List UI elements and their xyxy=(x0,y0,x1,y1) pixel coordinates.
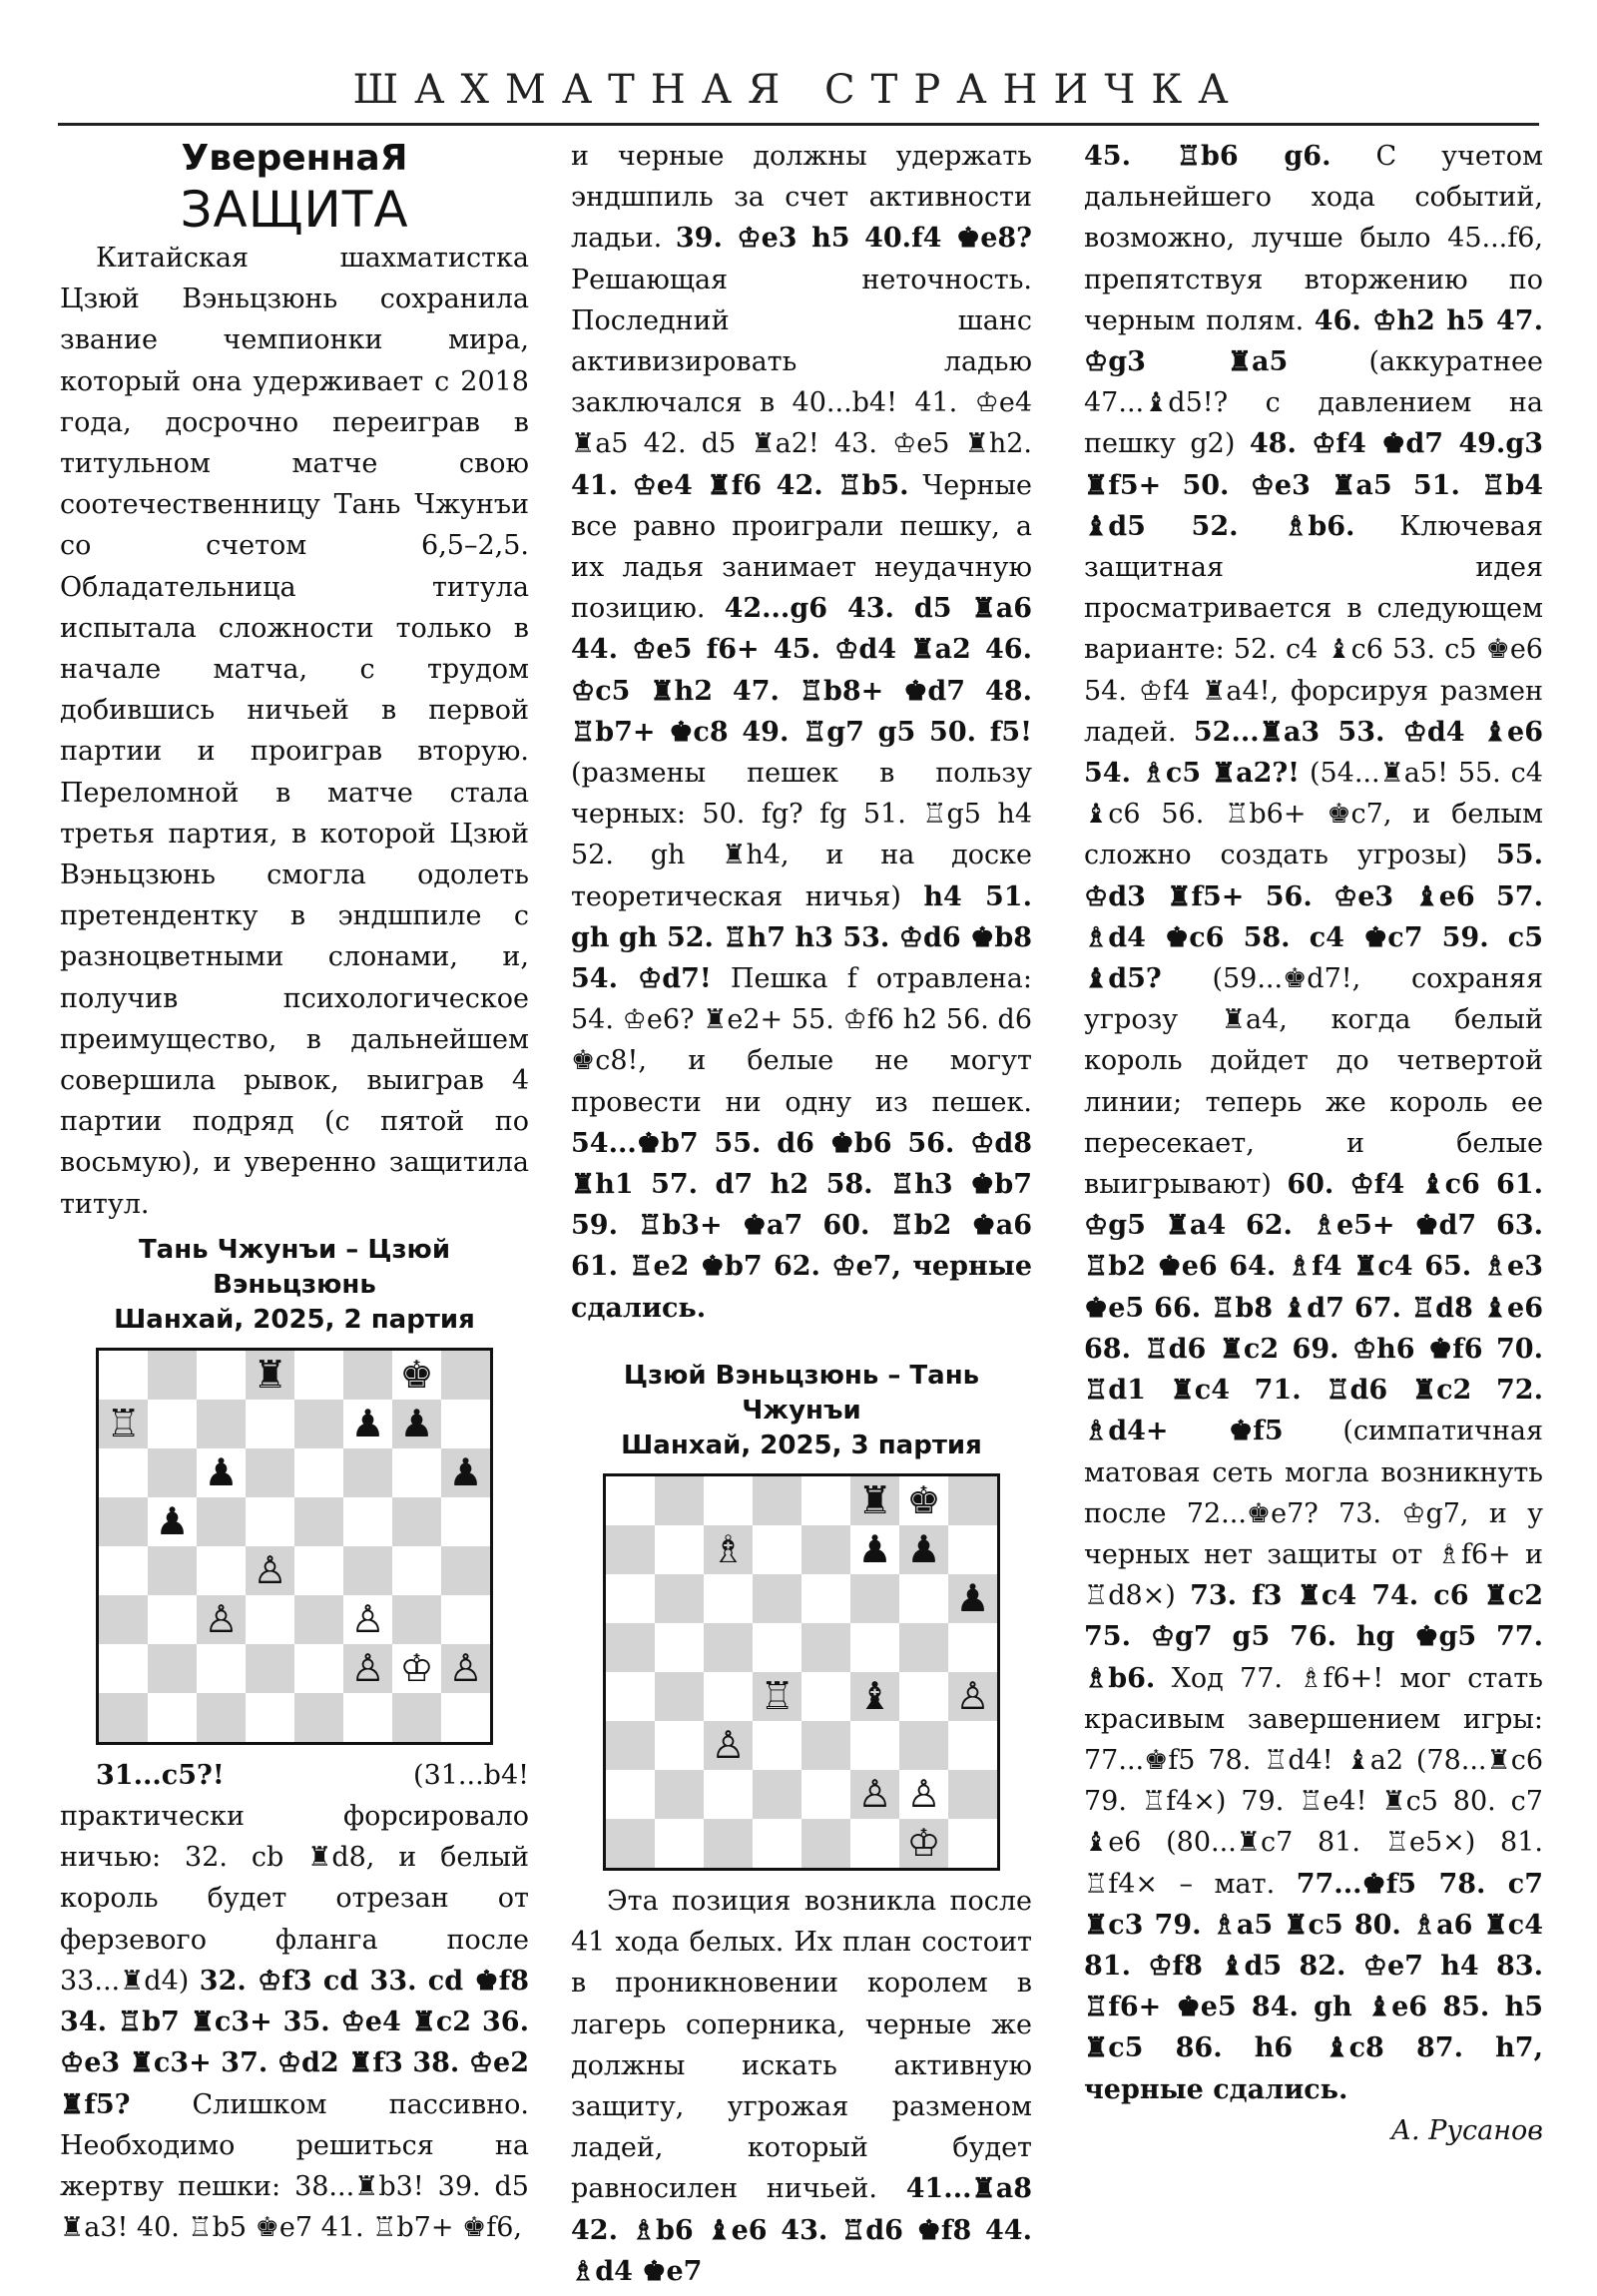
white-pawn-icon: ♙ xyxy=(350,1646,385,1691)
white-pawn-icon: ♙ xyxy=(955,1674,990,1719)
board-square xyxy=(850,1819,899,1868)
board-square xyxy=(850,1476,899,1525)
board-square xyxy=(704,1672,753,1721)
commentary-text: (симпатичная матовая сеть могла возникнуть после 72...♚e7? 73. ♔g7, и у черных нет защиты от ♗f6+ и ♖d8×) xyxy=(1084,1416,1543,1612)
board-square xyxy=(197,1448,246,1497)
board-square xyxy=(899,1819,948,1868)
board-square xyxy=(441,1448,490,1497)
board-square xyxy=(801,1623,850,1672)
board-square xyxy=(343,1497,392,1546)
board-square xyxy=(148,1351,197,1400)
board-square xyxy=(294,1351,343,1400)
board-square xyxy=(606,1574,655,1623)
chess-diagram-game1 xyxy=(96,1348,493,1745)
board-square xyxy=(655,1574,704,1623)
board-square xyxy=(655,1819,704,1868)
board-square xyxy=(392,1448,441,1497)
board-square xyxy=(704,1623,753,1672)
commentary-text: (31...b4! практически форсировало ничью: 32. cb ♜d8, и белый король будет отрезан от ферзевого фланга после 33...♜d4) xyxy=(60,1759,529,1997)
board-square xyxy=(801,1672,850,1721)
game2-event: Шанхай, 2025, 3 партия xyxy=(621,1430,982,1460)
board-square xyxy=(801,1525,850,1574)
commentary-text: (54...♜a5! 55. c4 ♝c6 56. ♖b6+ ♚c7, и белым сложно создать угрозы) xyxy=(1084,758,1543,871)
board-square xyxy=(948,1476,997,1525)
board-square xyxy=(441,1595,490,1644)
board-square xyxy=(197,1595,246,1644)
board-square xyxy=(148,1400,197,1448)
board-square xyxy=(704,1819,753,1868)
board-square xyxy=(99,1595,148,1644)
board-square xyxy=(655,1525,704,1574)
board-square xyxy=(753,1623,801,1672)
board-square xyxy=(441,1351,490,1400)
commentary-text: Ключевая защитная идея просматривается в следующем варианте: 52. c4 ♝c6 53. c5 ♚e6 54. ♔f4 ♜a4!, форсируя размен ладей. xyxy=(1084,510,1543,748)
board-square xyxy=(343,1693,392,1742)
board-square xyxy=(801,1574,850,1623)
move-notation: 45. ♖b6 g6. xyxy=(1084,141,1331,172)
board-square xyxy=(246,1644,294,1693)
board-square xyxy=(99,1448,148,1497)
board-square xyxy=(655,1721,704,1770)
game2-commentary-continued xyxy=(1084,136,1543,2110)
board-square xyxy=(948,1721,997,1770)
commentary-text: (размены пешек в пользу черных: 50. fg? fg 51. ♖g5 h4 52. gh ♜h4, и на доске теоретическая ничья) xyxy=(571,758,1032,912)
board-square xyxy=(294,1546,343,1595)
game1-commentary xyxy=(60,1755,529,2248)
board-square xyxy=(294,1644,343,1693)
black-pawn-icon: ♟ xyxy=(350,1402,385,1446)
board-square xyxy=(899,1672,948,1721)
author-signature: А. Русанов xyxy=(1390,2114,1543,2146)
board-square xyxy=(704,1574,753,1623)
move-notation: 77...♚f5 78. c7 ♜c3 79. ♗a5 ♜c5 80. ♗a6 ♜c4 81. ♔f8 ♝d5 82. ♔e7 h4 83. ♖f6+ ♚e5 84. gh ♝e6 85. h5 ♜c5 86. h6 ♝c8 87. h7, черные сдались. xyxy=(1084,1868,1543,2105)
move-notation: 54...♚b7 55. d6 ♚b6 56. ♔d8 ♜h1 57. d7 h2 58. ♖h3 ♚b7 59. ♖b3+ ♚a7 60. ♖b2 ♚a6 61. ♖e2 ♚b7 62. ♔e7, черные сдались. xyxy=(571,1127,1032,1324)
board-square xyxy=(606,1672,655,1721)
white-rook-icon: ♖ xyxy=(106,1402,141,1446)
board-square xyxy=(441,1497,490,1546)
move-notation: 42...g6 43. d5 ♜a6 44. ♔e5 f6+ 45. ♔d4 ♜a2 46. ♔c5 ♜h2 47. ♖b8+ ♚d7 48. ♖b7+ ♚c8 49. ♖g7 g5 50. f5! xyxy=(571,593,1032,748)
board-square xyxy=(392,1644,441,1693)
white-pawn-icon: ♙ xyxy=(253,1548,287,1593)
commentary-text: (аккуратнее 47...♝d5!? с давлением на пешку g2) xyxy=(1084,346,1543,460)
board-square xyxy=(343,1400,392,1448)
board-square xyxy=(99,1497,148,1546)
board-square xyxy=(392,1400,441,1448)
commentary-text: Ход 77. ♗f6+! мог стать красивым завершением игры: 77...♚f5 78. ♖d4! ♝a2 (78...♜c6 79. ♖f4×) 79. ♖e4! ♜c5 80. c7 ♝e6 (80...♜c7 81. ♖e5×) 81. ♖f4× – мат. xyxy=(1084,1662,1543,1900)
commentary-text: Эта позиция возникла после 41 хода белых. Их план состоит в проникновении королем в лагерь соперника, черные же должны искать активную защиту, угрожая разменом ладей, который будет равносилен ничьей. xyxy=(571,1885,1032,2205)
board-square xyxy=(99,1693,148,1742)
board-square xyxy=(148,1644,197,1693)
board-square xyxy=(392,1351,441,1400)
board-square xyxy=(294,1595,343,1644)
board-square xyxy=(197,1497,246,1546)
white-pawn-icon: ♙ xyxy=(204,1597,239,1642)
move-notation: 39. ♔e3 h5 40.f4 ♚e8? xyxy=(675,223,1033,255)
board-square xyxy=(99,1351,148,1400)
board-square xyxy=(246,1546,294,1595)
move-notation: 41...♜a8 42. ♗b6 ♝e6 43. ♖d6 ♚f8 44. ♗d4 ♚e7 xyxy=(571,2173,1032,2287)
board-square xyxy=(343,1448,392,1497)
board-square xyxy=(899,1770,948,1819)
board-square xyxy=(197,1546,246,1595)
board-square xyxy=(294,1497,343,1546)
board-square xyxy=(704,1476,753,1525)
page-header: ШАХМАТНАЯ СТРАНИЧКА xyxy=(352,67,1245,113)
board-square xyxy=(99,1400,148,1448)
board-square xyxy=(197,1693,246,1742)
white-pawn-icon: ♙ xyxy=(857,1772,892,1817)
white-bishop-icon: ♗ xyxy=(711,1527,746,1572)
board-square xyxy=(148,1497,197,1546)
board-square xyxy=(899,1623,948,1672)
black-rook-icon: ♜ xyxy=(253,1353,287,1398)
black-king-icon: ♚ xyxy=(906,1478,941,1523)
board-square xyxy=(850,1672,899,1721)
board-square xyxy=(606,1721,655,1770)
move-notation: 41. ♔e4 ♜f6 42. ♖b5. xyxy=(571,469,909,501)
board-square xyxy=(343,1595,392,1644)
black-pawn-icon: ♟ xyxy=(906,1527,941,1572)
board-square xyxy=(197,1400,246,1448)
white-rook-icon: ♖ xyxy=(760,1674,795,1719)
move-notation: 52...♜a3 53. ♔d4 ♝e6 54. ♗c5 ♜a2?! xyxy=(1084,716,1543,790)
game2-players: Цзюй Вэньцзюнь – Тань Чжунъи xyxy=(623,1360,980,1426)
board-square xyxy=(948,1672,997,1721)
game2-commentary xyxy=(571,1881,1032,2292)
board-square xyxy=(197,1351,246,1400)
board-square xyxy=(197,1644,246,1693)
article-intro: Китайская шахматистка Цзюй Вэньцзюнь сохранила звание чемпионки мира, который она удерживает с 2018 года, досрочно переиграв в титульном матче свою соотечественницу Тань Чжунъи со счетом 6,5–2,5. Обладательница титула испытала сложности только в начале матча, с трудом добившись ничьей в первой партии и проиграв вторую. Переломной в матче стала третья партия, в которой Цзюй Вэньцзюнь смогла одолеть претендентку в эндшпиле с разноцветными слонами, и, получив психологическое преимущество, в дальнейшем совершила рывок, выиграв 4 партии подряд (с пятой по восьмую), и уверенно защитила титул. xyxy=(60,243,529,1220)
board-square xyxy=(704,1770,753,1819)
board-square xyxy=(850,1770,899,1819)
black-pawn-icon: ♟ xyxy=(857,1527,892,1572)
board-square xyxy=(441,1400,490,1448)
board-square xyxy=(441,1644,490,1693)
board-square xyxy=(704,1525,753,1574)
board-square xyxy=(801,1721,850,1770)
board-square xyxy=(801,1819,850,1868)
board-square xyxy=(246,1497,294,1546)
board-square xyxy=(948,1574,997,1623)
board-square xyxy=(948,1819,997,1868)
board-square xyxy=(148,1693,197,1742)
board-square xyxy=(753,1476,801,1525)
board-square xyxy=(441,1546,490,1595)
board-square xyxy=(948,1623,997,1672)
board-square xyxy=(899,1476,948,1525)
black-pawn-icon: ♟ xyxy=(955,1576,990,1621)
board-square xyxy=(246,1693,294,1742)
board-square xyxy=(753,1574,801,1623)
commentary-text: Черные все равно проиграли пешку, а их ладья занимает неудачную позицию. xyxy=(571,469,1032,625)
column-3 xyxy=(1084,136,1543,2151)
board-square xyxy=(850,1721,899,1770)
black-pawn-icon: ♟ xyxy=(204,1450,239,1495)
column-2 xyxy=(571,136,1032,2292)
board-square xyxy=(655,1672,704,1721)
move-notation: 60. ♔f4 ♝c6 61. ♔g5 ♜a4 62. ♗e5+ ♚d7 63. ♖b2 ♚e6 64. ♗f4 ♜c4 65. ♗e3 ♚e5 66. ♖b8 ♝d7 67. ♖d8 ♝e6 68. ♖d6 ♜c2 69. ♔h6 ♚f6 70. ♖d1 ♜c4 71. ♖d6 ♜c2 72. ♗d4+ ♚f5 xyxy=(1084,1169,1544,1447)
board-square xyxy=(899,1721,948,1770)
board-square xyxy=(392,1595,441,1644)
board-square xyxy=(899,1525,948,1574)
white-pawn-icon: ♙ xyxy=(711,1723,746,1768)
article-title-top: УвереннаЯ xyxy=(181,138,408,179)
commentary-text: и черные должны удержать эндшпиль за счет активности ладьи. xyxy=(571,141,1032,255)
column-1 xyxy=(60,136,529,2248)
black-king-icon: ♚ xyxy=(399,1353,434,1398)
board-square xyxy=(801,1476,850,1525)
white-pawn-icon: ♙ xyxy=(906,1772,941,1817)
game1-event: Шанхай, 2025, 2 партия xyxy=(114,1304,475,1335)
move-notation: 73. f3 ♜c4 74. c6 ♜c2 75. ♔g7 g5 76. hg ♚g5 77. ♗b6. xyxy=(1084,1580,1544,1694)
board-square xyxy=(343,1546,392,1595)
board-square xyxy=(655,1770,704,1819)
board-square xyxy=(294,1693,343,1742)
board-square xyxy=(606,1819,655,1868)
board-square xyxy=(246,1448,294,1497)
commentary-text: Пешка f отравлена: 54. ♔e6? ♜e2+ 55. ♔f6 h2 56. d6 ♚c8!, и белые не могут провести ни одну из пешек. xyxy=(571,963,1032,1118)
game2-caption xyxy=(571,1359,1032,1463)
black-rook-icon: ♜ xyxy=(857,1478,892,1523)
board-square xyxy=(148,1595,197,1644)
board-square xyxy=(753,1770,801,1819)
board-square xyxy=(655,1623,704,1672)
board-square xyxy=(441,1693,490,1742)
move-notation: 32. ♔f3 cd 33. cd ♚f8 34. ♖b7 ♜c3+ 35. ♔e4 ♜c2 36. ♔e3 ♜c3+ 37. ♔d2 ♜f3 38. ♔e2 ♜f5? xyxy=(60,1965,530,2120)
white-pawn-icon: ♙ xyxy=(448,1646,483,1691)
white-king-icon: ♔ xyxy=(399,1646,434,1691)
black-pawn-icon: ♟ xyxy=(448,1450,483,1495)
board-square xyxy=(606,1623,655,1672)
move-notation: 31...c5?! xyxy=(96,1759,225,1791)
move-notation: 46. ♔h2 h5 47. ♔g3 ♜a5 xyxy=(1084,304,1543,378)
game1-caption xyxy=(60,1233,529,1338)
board-square xyxy=(294,1400,343,1448)
board-square xyxy=(246,1351,294,1400)
board-square xyxy=(148,1546,197,1595)
black-bishop-icon: ♝ xyxy=(857,1674,892,1719)
commentary-text: Слишком пассивно. Необходимо решиться на жертву пешки: 38...♜b3! 39. d5 ♜a3! 40. ♖b5 ♚e7 41. ♖b7+ ♚f6, xyxy=(60,2088,529,2244)
board-square xyxy=(99,1546,148,1595)
commentary-text: С учетом дальнейшего хода событий, возможно, лучше было 45...f6, препятствуя вторжению по черным полям. xyxy=(1084,141,1543,336)
board-square xyxy=(294,1448,343,1497)
board-square xyxy=(343,1351,392,1400)
board-square xyxy=(606,1525,655,1574)
board-square xyxy=(753,1525,801,1574)
black-pawn-icon: ♟ xyxy=(155,1499,190,1544)
move-notation: 55. ♔d3 ♜f5+ 56. ♔e3 ♝e6 57. ♗d4 ♚c6 58. c4 ♚c7 59. c5 ♝d5? xyxy=(1084,840,1543,995)
board-square xyxy=(246,1400,294,1448)
board-square xyxy=(704,1721,753,1770)
board-square xyxy=(392,1497,441,1546)
board-square xyxy=(753,1721,801,1770)
header-rule xyxy=(58,123,1539,126)
board-square xyxy=(948,1770,997,1819)
board-square xyxy=(655,1476,704,1525)
white-king-icon: ♔ xyxy=(906,1821,941,1866)
article-title-main: ЗАЩИТА xyxy=(180,181,409,239)
board-square xyxy=(899,1574,948,1623)
chess-diagram-game2 xyxy=(603,1473,1000,1871)
board-square xyxy=(343,1644,392,1693)
game1-commentary-continued xyxy=(571,136,1032,1329)
move-notation: h4 51. gh gh 52. ♖h7 h3 53. ♔d6 ♚b8 54. ♔d7! xyxy=(571,880,1032,995)
board-square xyxy=(246,1595,294,1644)
white-pawn-icon: ♙ xyxy=(350,1597,385,1642)
commentary-text: Решающая неточность. Последний шанс активизировать ладью заключался в 40...b4! 41. ♔e4 ♜a5 42. d5 ♜a2! 43. ♔e5 ♜h2. xyxy=(571,264,1032,460)
move-notation: 48. ♔f4 ♚d7 49.g3 ♜f5+ 50. ♔e3 ♜a5 51. ♖b4 ♝d5 52. ♗b6. xyxy=(1084,428,1544,542)
board-square xyxy=(148,1448,197,1497)
commentary-text: (59...♚d7!, сохраняя угрозу ♜a4, когда белый король дойдет до четвертой линии; теперь же король ее пересекает, и белые выигрывают) xyxy=(1084,963,1543,1201)
black-pawn-icon: ♟ xyxy=(399,1402,434,1446)
board-square xyxy=(606,1770,655,1819)
board-square xyxy=(801,1770,850,1819)
board-square xyxy=(392,1546,441,1595)
board-square xyxy=(753,1819,801,1868)
board-square xyxy=(850,1525,899,1574)
board-square xyxy=(753,1672,801,1721)
board-square xyxy=(392,1693,441,1742)
board-square xyxy=(850,1623,899,1672)
game1-players: Тань Чжунъи – Цзюй Вэньцзюнь xyxy=(138,1234,451,1300)
board-square xyxy=(606,1476,655,1525)
board-square xyxy=(850,1574,899,1623)
board-square xyxy=(948,1525,997,1574)
board-square xyxy=(99,1644,148,1693)
